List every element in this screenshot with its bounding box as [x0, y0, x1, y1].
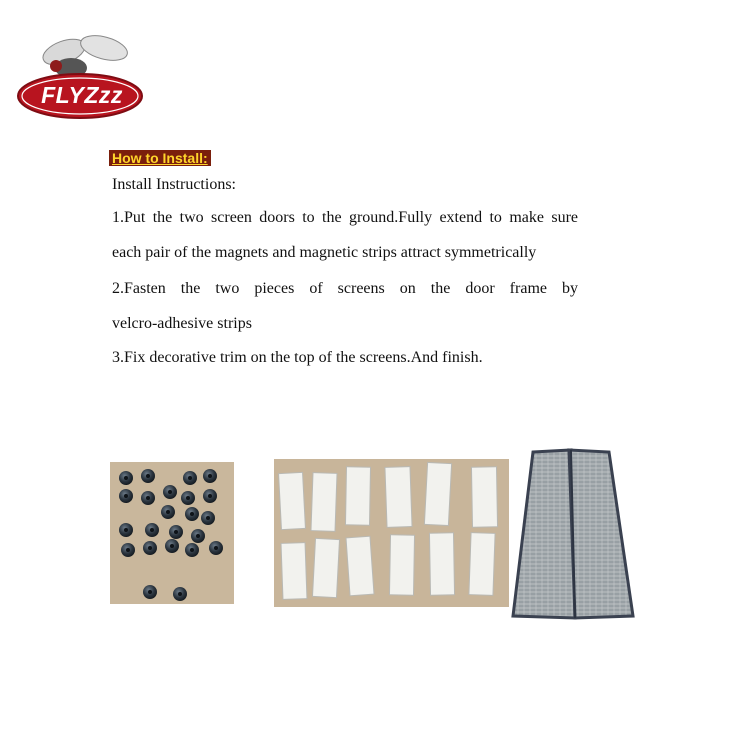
step1-line1: 1.Put the two screen doors to the ground.Fully extend to make sure [112, 209, 578, 226]
adhesive-strips-icon [274, 459, 509, 607]
step3: 3.Fix decorative trim on the top of the screens.And finish. [112, 349, 483, 366]
how-to-install-heading: How to Install: [109, 150, 211, 166]
step2-line2: velcro-adhesive strips [112, 315, 252, 332]
step1-line2: each pair of the magnets and magnetic strips attract symmetrically [112, 244, 537, 261]
step2-line1: 2.Fasten the two pieces of screens on the door frame by [112, 280, 578, 297]
adhesive-strips-photo [274, 459, 509, 607]
magnets-photo [110, 462, 234, 604]
brand-logo [16, 30, 146, 120]
instructions-title: Install Instructions: [112, 176, 236, 193]
screen-door-icon [509, 448, 639, 620]
screen-doors-photo [509, 448, 639, 620]
magnets-icon [110, 462, 234, 604]
logo-text: FLYZzz [41, 82, 123, 108]
